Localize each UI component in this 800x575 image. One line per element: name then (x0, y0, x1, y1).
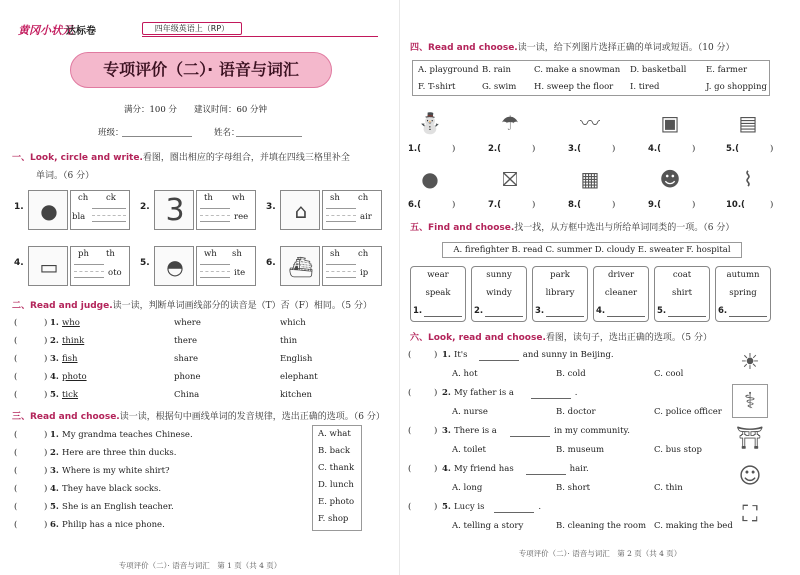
s3-paren-close: ) (44, 484, 48, 494)
s4-number: 5.( (726, 144, 740, 154)
s1-picture (154, 246, 194, 286)
s3-paren-close: ) (44, 466, 48, 476)
s1-option-a[interactable]: wh (204, 249, 217, 259)
s1-four-lines[interactable] (200, 208, 230, 222)
s6-paren-close: ) (434, 388, 438, 398)
s2-title: 二、Read and judge.读一读，判断单词画线部分的读音是（T）否（F）相同。（5 分） (12, 301, 372, 311)
s3-paren-open: ( (14, 520, 18, 530)
s1-item-number: 6. (266, 258, 276, 268)
s4-number: 10.( (726, 200, 745, 210)
s1-picture (280, 190, 320, 230)
s1-picture-icon: ◓ (166, 255, 184, 279)
s1-option-b[interactable]: ck (106, 193, 116, 203)
s5-word-a: wear (427, 270, 449, 280)
s6-answer-blank[interactable] (416, 426, 434, 437)
s3-paren-open: ( (14, 502, 18, 512)
s4-answer-blank[interactable] (746, 200, 768, 211)
s4-answer-blank[interactable] (668, 144, 690, 155)
s5-number: 3. (535, 306, 545, 316)
s6-paren-close: ) (434, 350, 438, 360)
s2-word-c: which (280, 318, 306, 328)
s4-close-paren: ) (612, 200, 616, 210)
s5-answer-line[interactable] (607, 316, 645, 317)
footer-left: 专项评价（二）· 语音与词汇 第 1 页（共 4 页） (118, 561, 282, 570)
s4-word-option: F. T-shirt (418, 82, 456, 92)
s6-option-b: B. museum (556, 445, 605, 455)
s5-number: 5. (657, 306, 667, 316)
s2-paren-open: ( (14, 354, 18, 364)
s2-paren-open: ( (14, 318, 18, 328)
s1-picture-icon: 3 (165, 193, 185, 228)
score-label: 满分：100 分 (124, 105, 177, 115)
s3-paren-open: ( (14, 484, 18, 494)
s6-answer-blank[interactable] (416, 502, 434, 513)
s6-paren-open: ( (408, 502, 412, 512)
s6-option-b: B. doctor (556, 407, 596, 417)
s4-picture: ⛝ (502, 167, 518, 191)
s4-word-option: J. go shopping (706, 82, 767, 92)
s4-answer-blank[interactable] (508, 144, 530, 155)
s6-option-c: C. police officer (654, 407, 722, 417)
name-field[interactable] (236, 136, 302, 137)
s4-answer-blank[interactable] (508, 200, 530, 211)
s1-picture-icon: ● (40, 199, 58, 223)
s5-word-a: sunny (486, 270, 512, 280)
s6-sentence-end: in my community. (554, 426, 630, 436)
s4-number: 8.( (568, 200, 582, 210)
s2-answer-blank[interactable] (22, 318, 40, 329)
s4-word-option: C. make a snowman (534, 65, 621, 75)
s2-word-c: thin (280, 336, 298, 346)
s3-row-number: 5. (50, 502, 59, 512)
s2-word-c: English (280, 354, 313, 364)
s4-word-option: E. farmer (706, 65, 748, 75)
s1-title: 一、Look, circle and write.看图，圈出相应的字母组合，并填在四线三格里补全 (12, 153, 350, 163)
s5-word-a: coat (672, 270, 692, 280)
s4-picture: ⌇ (743, 167, 753, 191)
s3-paren-open: ( (14, 448, 18, 458)
s3-option: B. back (318, 446, 351, 456)
header-rule (142, 36, 378, 37)
s1-option-a[interactable]: sh (330, 193, 340, 203)
s4-answer-blank[interactable] (588, 200, 610, 211)
s6-paren-open: ( (408, 426, 412, 436)
s4-picture: ▦ (580, 167, 600, 191)
s6-paren-open: ( (408, 464, 412, 474)
s4-word-option: I. tired (630, 82, 660, 92)
s4-close-paren: ) (612, 144, 616, 154)
s4-close-paren: ) (452, 144, 456, 154)
s6-sentence-end: hair. (569, 464, 589, 474)
s1-picture (280, 246, 320, 286)
s2-word-a: fish (62, 354, 78, 364)
s3-paren-open: ( (14, 466, 18, 476)
s3-answer-blank[interactable] (22, 502, 40, 513)
s6-row-number: 1. (442, 350, 451, 360)
s5-answer-line[interactable] (424, 316, 462, 317)
s4-close-paren: ) (692, 200, 696, 210)
s2-paren-close: ) (44, 354, 48, 364)
s2-answer-blank[interactable] (22, 336, 40, 347)
s2-paren-open: ( (14, 390, 18, 400)
s3-option: F. shop (318, 514, 349, 524)
s1-option-b[interactable]: th (106, 249, 115, 259)
brand-logo: 黄冈小状元 (18, 24, 73, 37)
s4-answer-blank[interactable] (668, 200, 690, 211)
s6-paren-open: ( (408, 388, 412, 398)
s1-option-b[interactable]: wh (232, 193, 245, 203)
s2-row-number: 2. (50, 336, 59, 346)
s5-answer-line[interactable] (729, 316, 767, 317)
s6-sentence-start: My friend has (454, 464, 514, 474)
s6-row-number: 2. (442, 388, 451, 398)
s5-word-b: shirt (671, 288, 693, 298)
s6-sentence-start: Lucy is (454, 502, 485, 512)
s3-sentence: My grandma teaches Chinese. (62, 430, 193, 440)
s2-word-b: share (174, 354, 198, 364)
s6-answer-blank[interactable] (416, 388, 434, 399)
s3-sentence: They have black socks. (62, 484, 162, 494)
s2-word-a: think (62, 336, 85, 346)
s4-picture: ▣ (660, 111, 680, 135)
right-page (400, 0, 800, 575)
s6-sentence-blank (526, 474, 566, 475)
s4-close-paren: ) (770, 144, 774, 154)
s1-option-a[interactable]: sh (330, 249, 340, 259)
s5-answer-line[interactable] (546, 316, 584, 317)
grade-tab: 四年级英语上（RP） (142, 22, 242, 35)
s3-sentence: Where is my white shirt? (62, 466, 170, 476)
s6-sentence-blank (494, 512, 534, 513)
s1-option-b[interactable]: ch (358, 249, 369, 259)
s6-sentence-start: There is a (454, 426, 497, 436)
s2-row-number: 4. (50, 372, 59, 382)
s6-answer-blank[interactable] (416, 464, 434, 475)
s1-four-lines[interactable] (326, 264, 356, 278)
s4-picture: ☂ (501, 111, 519, 135)
s3-paren-close: ) (44, 448, 48, 458)
s3-sentence: Philip has a nice phone. (62, 520, 165, 530)
name-label: 姓名： (214, 128, 240, 138)
s1-word-stem: bla (72, 212, 86, 222)
s5-word-b: speak (425, 288, 451, 298)
s2-paren-close: ) (44, 390, 48, 400)
s6-option-b: B. cold (556, 369, 586, 379)
s6-option-b: B. cleaning the room (556, 521, 647, 531)
s1-word-tail: oto (108, 268, 122, 278)
s2-word-c: kitchen (280, 390, 313, 400)
s5-word-a: park (550, 270, 570, 280)
s5-answer-line[interactable] (485, 316, 523, 317)
s6-paren-close: ) (434, 502, 438, 512)
s1-picture (154, 190, 194, 230)
s4-picture: 〰 (580, 111, 600, 135)
s4-answer-blank[interactable] (746, 144, 768, 155)
s4-word-option: G. swim (482, 82, 517, 92)
s3-option: E. photo (318, 497, 355, 507)
s6-picture: ☀ (740, 350, 760, 375)
s5-word-a: driver (607, 270, 635, 280)
s6-row-number: 5. (442, 502, 451, 512)
s1-four-lines[interactable] (200, 264, 230, 278)
s1-word-tail: air (360, 212, 372, 222)
s3-sentence: She is an English teacher. (62, 502, 174, 512)
s3-answer-blank[interactable] (22, 484, 40, 495)
s4-number: 6.( (408, 200, 422, 210)
s4-close-paren: ) (692, 144, 696, 154)
s2-paren-open: ( (14, 372, 18, 382)
s6-sentence-start: My father is a (454, 388, 514, 398)
s6-sentence-blank (510, 436, 550, 437)
s6-row-number: 4. (442, 464, 451, 474)
s3-row-number: 4. (50, 484, 59, 494)
s1-title-cont: 单词。（6 分） (36, 171, 95, 181)
s2-row-number: 1. (50, 318, 59, 328)
s4-close-paren: ) (532, 144, 536, 154)
s6-title: 六、Look, read and choose.看图，读句子，选出正确的选项。（5 分） (410, 333, 712, 343)
s3-row-number: 3. (50, 466, 59, 476)
s6-sentence-start: It's (454, 350, 468, 360)
s3-option: A. what (318, 429, 351, 439)
s4-word-option: B. rain (482, 65, 511, 75)
s3-paren-close: ) (44, 520, 48, 530)
s3-paren-open: ( (14, 430, 18, 440)
s1-item-number: 3. (266, 202, 276, 212)
s6-option-a: A. telling a story (452, 521, 524, 531)
s4-close-paren: ) (532, 200, 536, 210)
s1-word-tail: ree (234, 212, 249, 222)
s4-answer-blank[interactable] (588, 144, 610, 155)
s1-option-a[interactable]: th (204, 193, 213, 203)
s4-word-option: D. basketball (630, 65, 687, 75)
s4-number: 9.( (648, 200, 662, 210)
s3-row-number: 2. (50, 448, 59, 458)
s1-item-number: 2. (140, 202, 150, 212)
s5-number: 6. (718, 306, 728, 316)
s4-number: 4.( (648, 144, 662, 154)
s4-answer-blank[interactable] (428, 144, 450, 155)
s4-number: 2.( (488, 144, 502, 154)
s3-option: C. thank (318, 463, 355, 473)
s1-word-tail: ite (234, 268, 246, 278)
brand-sub: 达标卷 (66, 26, 96, 37)
s5-options-box: A. firefighter B. read C. summer D. cloudy E. sweater F. hospital (442, 242, 742, 258)
s4-word-option: A. playground (418, 65, 479, 75)
s4-number: 3.( (568, 144, 582, 154)
footer-right: 专项评价（二）· 语音与词汇 第 2 页（共 4 页） (518, 549, 682, 558)
s2-answer-blank[interactable] (22, 390, 40, 401)
s2-word-b: there (174, 336, 198, 346)
s2-word-b: where (174, 318, 201, 328)
s3-title: 三、Read and choose.读一读，根据句中画线单词的发音规律，选出正确的选项。（6 分） (12, 412, 385, 422)
s2-paren-close: ) (44, 336, 48, 346)
time-label: 建议时间：60 分钟 (194, 105, 268, 115)
s5-word-a: autumn (726, 270, 760, 280)
s6-sentence-end: and sunny in Beijing. (522, 350, 614, 360)
s2-paren-close: ) (44, 372, 48, 382)
s6-option-c: C. cool (654, 369, 684, 379)
s5-number: 2. (474, 306, 484, 316)
s6-picture: ☺ (738, 464, 762, 489)
s1-option-b[interactable]: ch (358, 193, 369, 203)
s4-picture: ● (421, 167, 439, 191)
s1-four-lines[interactable] (92, 208, 126, 222)
s5-word-b: cleaner (604, 288, 638, 298)
class-field[interactable] (122, 136, 192, 137)
s4-word-option: H. sweep the floor (534, 82, 614, 92)
s1-picture (28, 246, 68, 286)
s4-number: 1.( (408, 144, 422, 154)
s6-option-b: B. short (556, 483, 591, 493)
s6-option-a: A. hot (452, 369, 478, 379)
s1-picture (28, 190, 68, 230)
s3-answer-blank[interactable] (22, 520, 40, 531)
s2-word-a: photo (62, 372, 87, 382)
s4-answer-blank[interactable] (428, 200, 450, 211)
s3-paren-close: ) (44, 430, 48, 440)
s6-picture: ⛩ (736, 426, 764, 451)
s5-title: 五、Find and choose.找一找，从方框中选出与所给单词同类的一项。（6 分） (410, 223, 735, 233)
s2-word-a: who (62, 318, 80, 328)
s6-picture: ⛶ (742, 502, 758, 527)
s2-word-b: phone (174, 372, 201, 382)
s1-item-number: 4. (14, 258, 24, 268)
s5-answer-line[interactable] (668, 316, 706, 317)
s5-word-b: spring (729, 288, 757, 298)
s1-picture-icon: ⌂ (294, 199, 308, 223)
s1-four-lines[interactable] (74, 264, 104, 278)
page-title: 专项评价（二）· 语音与词汇 (103, 60, 299, 79)
s3-option: D. lunch (318, 480, 354, 490)
s6-sentence-blank (479, 360, 519, 361)
s2-word-c: elephant (280, 372, 318, 382)
s2-paren-open: ( (14, 336, 18, 346)
s6-option-a: A. nurse (452, 407, 488, 417)
s5-word-b: library (545, 288, 575, 298)
s4-picture: ⛄ (417, 111, 443, 135)
s1-picture-icon: ▭ (39, 255, 59, 279)
s6-picture: ⚕ (732, 384, 768, 418)
s6-option-c: C. making the bed (654, 521, 733, 531)
s2-row-number: 3. (50, 354, 59, 364)
s2-word-b: China (174, 390, 200, 400)
s6-option-a: A. toilet (452, 445, 486, 455)
s6-answer-blank[interactable] (416, 350, 434, 361)
s6-sentence-end: . (538, 502, 542, 512)
s6-option-a: A. long (452, 483, 483, 493)
s6-sentence-blank (531, 398, 571, 399)
s5-word-b: windy (486, 288, 512, 298)
s3-answer-blank[interactable] (22, 466, 40, 477)
s3-row-number: 1. (50, 430, 59, 440)
s4-number: 7.( (488, 200, 502, 210)
s2-answer-blank[interactable] (22, 354, 40, 365)
s4-picture: ▤ (738, 111, 758, 135)
s4-close-paren: ) (770, 200, 774, 210)
s5-number: 4. (596, 306, 606, 316)
s4-close-paren: ) (452, 200, 456, 210)
s6-option-c: C. bus stop (654, 445, 702, 455)
s4-picture: ☻ (659, 167, 681, 191)
s1-option-b[interactable]: sh (232, 249, 242, 259)
s1-option-a[interactable]: ch (78, 193, 89, 203)
s6-paren-open: ( (408, 350, 412, 360)
s2-paren-close: ) (44, 318, 48, 328)
s1-option-a[interactable]: ph (78, 249, 89, 259)
s2-answer-blank[interactable] (22, 372, 40, 383)
s6-paren-close: ) (434, 426, 438, 436)
s3-answer-blank[interactable] (22, 448, 40, 459)
s3-answer-blank[interactable] (22, 430, 40, 441)
s1-item-number: 5. (140, 258, 150, 268)
s2-row-number: 5. (50, 390, 59, 400)
s6-option-c: C. thin (654, 483, 683, 493)
s6-row-number: 3. (442, 426, 451, 436)
s4-title: 四、Read and choose.读一读，给下列图片选择正确的单词或短语。（10 分） (410, 43, 735, 53)
s3-paren-close: ) (44, 502, 48, 512)
s1-four-lines[interactable] (326, 208, 356, 222)
s3-sentence: Here are three thin ducks. (62, 448, 177, 458)
s1-word-tail: ip (360, 268, 369, 278)
s1-item-number: 1. (14, 202, 24, 212)
s6-paren-close: ) (434, 464, 438, 474)
s6-sentence-end: . (574, 388, 578, 398)
s1-picture-icon: ⛴ (288, 255, 314, 279)
s5-number: 1. (413, 306, 423, 316)
s3-row-number: 6. (50, 520, 59, 530)
class-label: 班级： (98, 128, 124, 138)
s2-word-a: tick (62, 390, 79, 400)
